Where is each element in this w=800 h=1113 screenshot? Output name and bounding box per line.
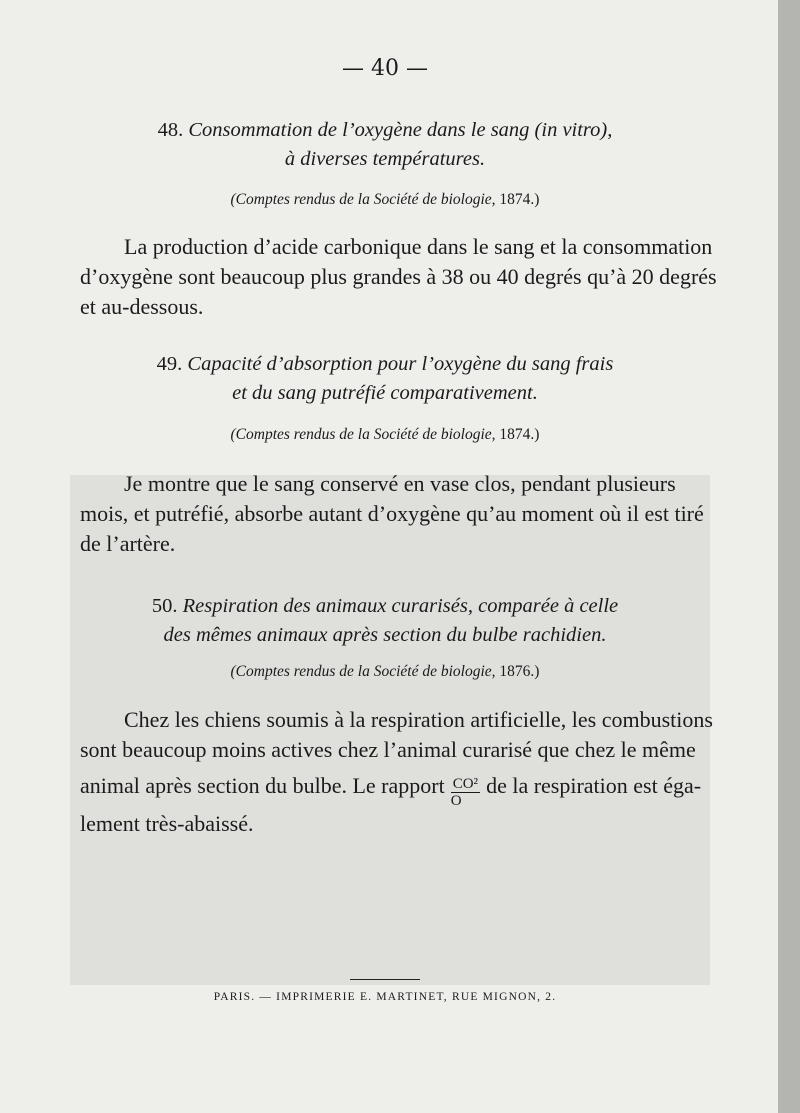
section-49-body-line2: mois, et putréfié, absorbe autant d’oxygène qu’au moment où il est tiré <box>80 501 704 526</box>
section-50-body-line3-end: de la respiration est éga- <box>486 773 702 798</box>
section-49-title <box>0 350 770 408</box>
section-48-source <box>0 191 770 209</box>
section-49-body-line1: Je montre que le sang conservé en vase clos, pendant plusieurs <box>124 471 676 496</box>
page-number: — 40 — <box>342 56 428 81</box>
section-49-source <box>0 426 770 444</box>
co2-over-o-fraction <box>451 777 480 809</box>
section-48-source-year: 1874.) <box>499 191 540 208</box>
section-50-title-line2: des mêmes animaux après section du bulbe rachidien. <box>163 624 607 646</box>
fraction-denominator: O <box>450 793 462 809</box>
section-49-source-year: 1874.) <box>499 426 540 443</box>
section-50-body <box>80 705 713 839</box>
section-49-title-line2: et du sang putréfié comparativement. <box>232 382 538 404</box>
section-50-source-year: 1876.) <box>499 663 540 680</box>
section-48-body-line3: et au-dessous. <box>80 294 204 319</box>
page-gutter-shadow <box>778 0 800 1113</box>
section-50-source <box>0 663 770 681</box>
section-48-source-text: (Comptes rendus de la Société de biologie, <box>230 191 496 208</box>
section-50-title-line1: Respiration des animaux curarisés, comparée à celle <box>182 595 619 617</box>
section-50-number: 50. <box>151 595 178 617</box>
section-50-body-line2: sont beaucoup moins actives chez l’animal curarisé que chez le même <box>80 737 696 762</box>
section-48-title-line2: à diverses températures. <box>284 148 486 170</box>
section-49-body <box>80 469 704 559</box>
section-48-body-line2: d’oxygène sont beaucoup plus grandes à 38 ou 40 degrés qu’à 20 degrés <box>80 264 717 289</box>
section-50-body-line4: lement très-abaissé. <box>80 811 254 836</box>
section-48-body <box>80 232 717 322</box>
section-50-title <box>0 592 770 650</box>
footer-rule <box>350 979 420 980</box>
section-50-body-line1: Chez les chiens soumis à la respiration artificielle, les combustions <box>124 707 713 732</box>
section-50-body-line3-start: animal après section du bulbe. Le rapport <box>80 773 445 798</box>
section-50-source-text: (Comptes rendus de la Société de biologie, <box>230 663 496 680</box>
fraction-numerator: CO² <box>452 776 479 792</box>
section-48-number: 48. <box>157 119 184 141</box>
printer-imprint: PARIS. — IMPRIMERIE E. MARTINET, RUE MIGNON, 2. <box>213 991 557 1003</box>
section-48-title <box>0 116 770 174</box>
section-49-number: 49. <box>156 353 183 375</box>
section-49-body-line3: de l’artère. <box>80 531 176 556</box>
section-48-title-line1: Consommation de l’oxygène dans le sang (in vitro), <box>188 119 613 141</box>
section-49-source-text: (Comptes rendus de la Société de biologie, <box>230 426 496 443</box>
section-50-body-line3 <box>80 771 702 809</box>
section-49-title-line1: Capacité d’absorption pour l’oxygène du sang frais <box>187 353 614 375</box>
section-48-body-line1: La production d’acide carbonique dans le sang et la consommation <box>124 234 713 259</box>
